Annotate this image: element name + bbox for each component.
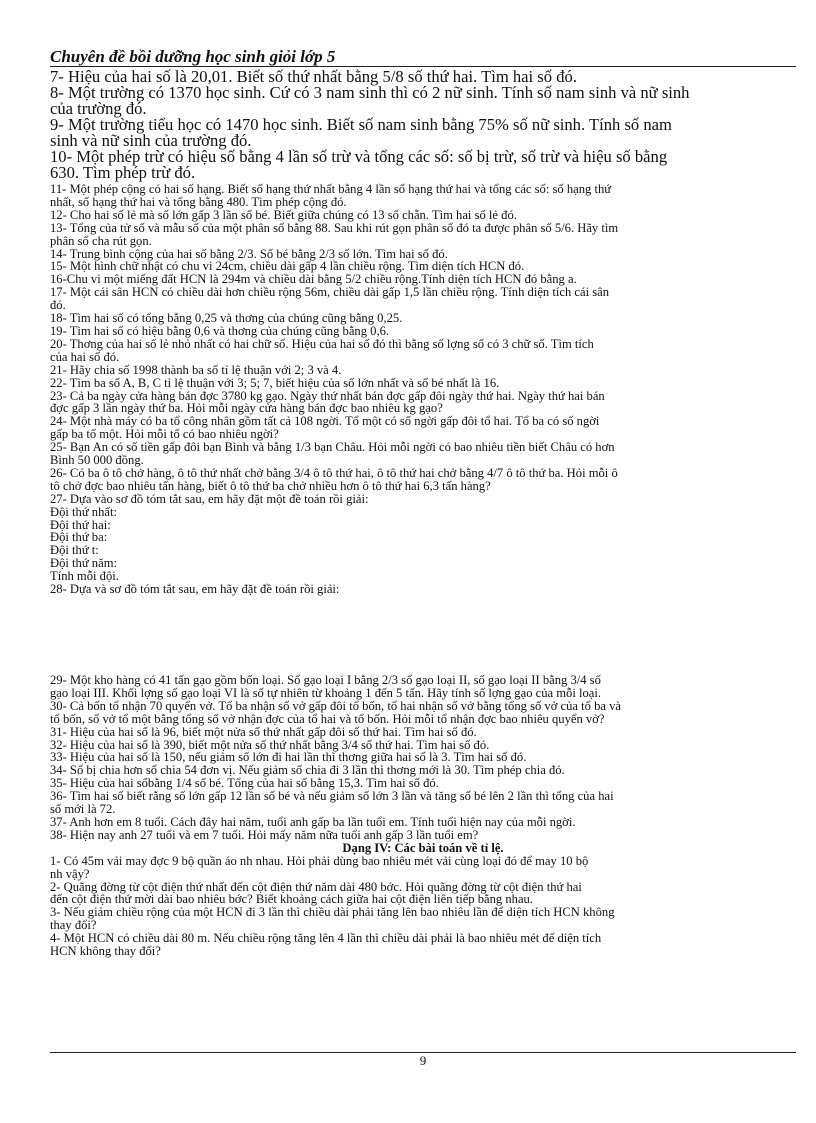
text-line: tô chở đợc bao nhiêu tấn hàng, biết ô tô thứ ba chở nhiều hơn ô tô thứ hai 6,3 tấn hàng? <box>50 478 491 493</box>
text-line: Đội thứ năm: <box>50 556 117 571</box>
text-line: 9- Một trường tiểu học có 1470 học sinh. Biết số nam sinh bằng 75% số nữ sinh. Tính số nam <box>50 115 672 134</box>
text-line: 11- Một phép cộng có hai số hạng. Biết số hạng thứ nhất bằng 4 lần số hạng thứ hai và tổng các số: số hạng thứ <box>50 182 612 196</box>
text-line: 14- Trung bình cộng của hai số bằng 2/3. Số bé bằng 2/3 số lớn. Tìm hai số đó. <box>50 246 448 261</box>
text-line: 3- Nếu giảm chiều rộng của một HCN đi 3 lần thì chiều dài phải tăng lên bao nhiêu lần để diện tích HCN không <box>50 905 615 920</box>
text-line: 29- Một kho hàng có 41 tấn gạo gồm bốn loại. Số gạo loại I bằng 2/3 số gạo loại II, số gạo loại II bằng 3/4 số <box>50 673 601 687</box>
text-line: của hai số đó. <box>50 349 120 364</box>
text-line: 17- Một cái sân HCN có chiều dài hơn chiều rộng 56m, chiều dài gấp 1,5 lần chiều rộng. Tính diện tích cái sân <box>50 285 610 300</box>
text-line: 33- Hiệu của hai số là 150, nếu giảm số lớn đi hai lần thì thơng giữa hai số là 3. Tìm hai số đó. <box>50 750 527 765</box>
small-text-block <box>50 183 796 958</box>
text-line: nhất, số hạng thứ hai và tổng bằng 480. Tìm phép cộng đó. <box>50 194 347 209</box>
text-line: 4- Một HCN có chiều dài 80 m. Nếu chiều rộng tăng lên 4 lần thì chiều dài phải là bao nhiêu mét để diện tích <box>50 931 602 946</box>
text-line: 31- Hiệu của hai số là 96, biết một nửa số thứ nhất gấp đôi số thứ hai. Tìm hai số đó. <box>50 724 477 739</box>
text-line: 38- Hiện nay anh 27 tuổi và em 7 tuổi. Hỏi mấy năm nữa tuổi anh gấp 3 lần tuổi em? <box>50 827 479 842</box>
text-line: 30- Cả bốn tổ nhận 70 quyển vở. Tổ ba nhận số vở gấp đôi tổ bốn, tổ hai nhận số vở bằng tổng số vở của tổ ba và <box>50 698 622 713</box>
page-footer <box>50 1052 796 1069</box>
text-line: Đội thứ hai: <box>50 517 111 532</box>
text-line: Đội thứ t: <box>50 543 99 558</box>
text-line: 18- Tìm hai số có tổng bằng 0,25 và thơng của chúng cũng bằng 0,25. <box>50 311 403 326</box>
text-line: 25- Bạn An có số tiền gấp đôi bạn Bình và bằng 1/3 bạn Châu. Hỏi mỗi ngời có bao nhiêu tiền biết Châu có hơn <box>50 440 615 455</box>
text-line: thay đổi? <box>50 918 97 933</box>
text-line: phân số cha rút gọn. <box>50 233 152 248</box>
text-line: 32- Hiệu của hai số là 390, biết một nửa số thứ nhất bằng 3/4 số thứ hai. Tìm hai số đó. <box>50 737 490 752</box>
text-line: số mới là 72. <box>50 802 116 817</box>
text-line: 36- Tìm hai số biết rằng số lớn gấp 12 lần số bé và nếu giảm số lớn 3 lần và tăng số bé lên 2 lần thì tổng của hai <box>50 789 614 804</box>
text-line: nh vậy? <box>50 866 90 881</box>
text-line: 35- Hiệu của hai sốbằng 1/4 số bé. Tổng của hai số bằng 15,3. Tìm hai số đó. <box>50 776 439 791</box>
text-line: đó. <box>50 298 66 313</box>
text-line <box>50 596 796 674</box>
text-line: 37- Anh hơn em 8 tuổi. Cách đây hai năm, tuổi anh gấp ba lần tuổi em. Tính tuổi hiện nay của mỗi ngời. <box>50 814 576 829</box>
text-line: 12- Cho hai số lẻ mà số lớn gấp 3 lần số bé. Biết giữa chúng có 13 số chẵn. Tìm hai số lẻ đó. <box>50 207 517 222</box>
text-line: 19- Tìm hai số có hiệu bằng 0,6 và thơng của chúng cũng bằng 0,6. <box>50 323 390 338</box>
text-line: 26- Có ba ô tô chở hàng, ô tô thứ nhất chở bằng 3/4 ô tô thứ hai, ô tô thứ hai chở bằng 4/7 ô tô thứ ba. Hỏi mỗi ô <box>50 465 618 480</box>
text-line: 24- Một nhà máy có ba tổ công nhân gồm tất cả 108 ngời. Tổ một có số ngời gấp đôi tổ hai. Tổ ba có số ngời <box>50 414 600 429</box>
text-line: 630. Tìm phép trừ đó. <box>50 163 196 182</box>
text-line: 16-Chu vi một miếng đất HCN là 294m và chiều dài bằng 5/2 chiều rộng.Tính diện tích HCN đó bằng a. <box>50 272 577 287</box>
text-line: đợc gấp 3 lần ngày thứ ba. Hỏi mỗi ngày cửa hàng bán đợc bao nhiêu kg gạo? <box>50 401 443 416</box>
text-line: 28- Dựa và sơ đồ tóm tắt sau, em hãy đặt đề toán rồi giải: <box>50 582 340 597</box>
text-line: 10- Một phép trừ có hiệu số bằng 4 lần số trừ và tổng các số: số bị trừ, số trừ và hiệu số bằng <box>50 147 668 166</box>
text-line: gạo loại III. Khối lợng số gạo loại VI là số tự nhiên từ khoảng 1 đến 5 tấn. Hãy tính số lợng gạo của mỗi loại. <box>50 685 602 700</box>
text-line: gấp ba tổ một. Hỏi mỗi tổ có bao nhiêu ngời? <box>50 427 279 442</box>
text-line: Đội thứ nhất: <box>50 504 117 519</box>
text-line: sinh và nữ sinh của trường đó. <box>50 131 252 150</box>
text-line: 15- Một hình chữ nhật có chu vi 24cm, chiều dài gấp 4 lần chiều rộng. Tìm diện tích HCN đó. <box>50 259 525 274</box>
text-line: đến cột điện thứ mời dài bao nhiêu bớc? Biết khoảng cách giữa hai cột điện liên tiếp bằng nhau. <box>50 892 534 907</box>
text-line: 13- Tổng của tử số và mẫu số của một phân số bằng 88. Sau khi rút gọn phân số đó ta được phân số 5/6. Hãy tìm <box>50 220 619 235</box>
text-line: tổ bốn, số vở tổ một bằng tổng số vở nhận đợc của tổ hai và tổ bốn. Hỏi mỗi tổ nhận đợc bao nhiêu quyển vở? <box>50 711 605 726</box>
section-heading: Dạng IV: Các bài toán về tỉ lệ. <box>342 840 504 855</box>
text-line: Đội thứ ba: <box>50 530 108 545</box>
text-line: 7- Hiệu của hai số là 20,01. Biết số thứ nhất bằng 5/8 số thứ hai. Tìm hai số đó. <box>50 67 577 86</box>
text-line: của trường đó. <box>50 99 147 118</box>
text-line: 22- Tìm ba số A, B, C tỉ lệ thuận với 3; 5; 7, biết hiệu của số lớn nhất và số bé nhất là 16. <box>50 375 500 390</box>
text-line: 23- Cả ba ngày cửa hàng bán đợc 3780 kg gạo. Ngày thứ nhất bán đợc gấp đôi ngày thứ hai. Ngày thứ hai bán <box>50 388 605 403</box>
text-line: 1- Có 45m vải may đợc 9 bộ quần áo nh nhau. Hỏi phải dùng bao nhiêu mét vải cùng loại đó để may 10 bộ <box>50 853 589 868</box>
text-line: 34- Số bị chia hơn số chia 54 đơn vị. Nếu giảm số chia đi 3 lần thì thơng mới là 30. Tìm phép chia đó. <box>50 763 565 778</box>
text-line: 8- Một trường có 1370 học sinh. Cứ có 3 nam sinh thì có 2 nữ sinh. Tính số nam sinh và nữ sinh <box>50 83 690 102</box>
page-number: 9 <box>419 1053 427 1068</box>
text-line: Tính mỗi đội. <box>50 569 119 584</box>
text-line: Bình 50 000 đồng. <box>50 453 144 468</box>
text-line: HCN không thay đổi? <box>50 944 161 959</box>
document-page <box>50 48 796 958</box>
text-line: 27- Dựa vào sơ đồ tóm tắt sau, em hãy đặt một đề toán rồi giải: <box>50 491 369 506</box>
page-header-title: Chuyên đề bồi dưỡng học sinh giỏi lớp 5 <box>50 48 796 67</box>
text-line: 21- Hãy chia số 1998 thành ba số tỉ lệ thuận với 2; 3 và 4. <box>50 362 342 377</box>
text-line: 20- Thơng của hai số lẻ nhỏ nhất có hai chữ số. Hiệu của hai số đó thì bằng số lợng số có 3 chữ số. Tìm tích <box>50 336 594 351</box>
large-text-block <box>50 69 796 181</box>
text-line: 2- Quãng đờng từ cột điện thứ nhất đến cột điện thứ năm dài 480 bớc. Hỏi quãng đờng từ cột điện thứ hai <box>50 879 582 894</box>
